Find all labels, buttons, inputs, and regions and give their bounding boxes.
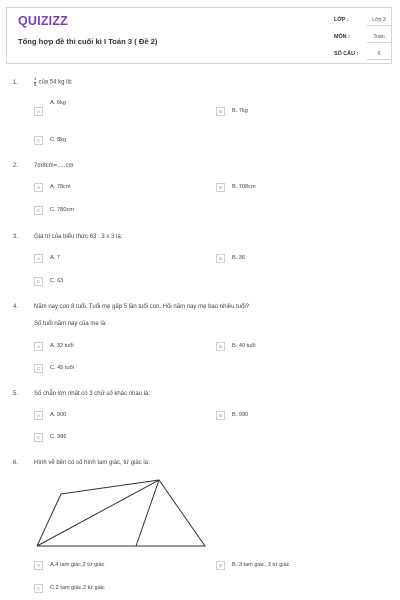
question-text: $\frac{1}{6}$ của 54 kg là:: [34, 76, 73, 87]
option-letter-box: A: [34, 561, 43, 570]
option-letter-box: B: [216, 561, 225, 570]
question-number: 4.: [13, 304, 19, 310]
question-text: Số chẵn lớn nhất có 3 chữ số khác nhau là:: [34, 391, 151, 397]
worksheet-title: Tổng hợp đề thi cuối kì I Toán 3 ( Đề 2): [18, 37, 158, 46]
option-text: B. 990: [232, 412, 249, 418]
question-count-label: SỐ CÂU :: [334, 51, 359, 57]
grade-value: Lớp 3: [367, 17, 391, 26]
grade-label: LỚP :: [334, 17, 349, 23]
option-letter-box: B: [216, 254, 225, 263]
option-letter-box: C: [34, 206, 43, 215]
option-letter-box: B: [216, 411, 225, 420]
option-letter-box: A: [34, 342, 43, 351]
option-text: C.2 tam giác,2 tứ giác: [50, 585, 105, 591]
option-text: C. 986: [50, 434, 67, 440]
question-number: 1.: [13, 80, 19, 86]
option-letter-box: A: [34, 107, 43, 116]
option-letter-box: C: [34, 364, 43, 373]
question-number: 3.: [13, 234, 19, 240]
option-letter-box: B: [216, 342, 225, 351]
question-count-value: 6: [367, 51, 391, 60]
fraction: $\frac{1}{6}$: [34, 76, 37, 87]
question-number: 2.: [13, 163, 19, 169]
option-text: B. 36: [232, 255, 246, 261]
option-letter-box: A: [34, 183, 43, 192]
outer-triangle: [37, 480, 205, 546]
question-subtext: Số tuổi năm nay của mẹ là:: [34, 321, 107, 327]
option-letter-box: B: [216, 183, 225, 192]
question-text: Năm nay con 8 tuổi. Tuổi mẹ gấp 5 lần tuổi con. Hỏi năm nay mẹ bao nhiêu tuổi?: [34, 304, 250, 310]
option-text: C. 45 tuổi: [50, 365, 74, 371]
top-edge: [61, 480, 159, 494]
option-text: C. 63: [50, 278, 64, 284]
option-text: A. 900: [50, 412, 67, 418]
option-letter-box: B: [216, 107, 225, 116]
option-letter-box: A: [34, 411, 43, 420]
quizizz-logo: QUIZIZZ: [18, 14, 69, 28]
option-text: B. 40 tuổi: [232, 343, 256, 349]
subject-label: MÔN :: [334, 34, 350, 40]
option-text: A. 32 tuổi: [50, 343, 74, 349]
option-text: A. 6kg: [50, 100, 66, 106]
question-number: 6.: [13, 460, 19, 466]
option-text: C. 8kg: [50, 137, 67, 143]
option-letter-box: C: [34, 136, 43, 145]
worksheet-header: [6, 7, 392, 64]
left-edge: [37, 494, 61, 546]
subject-value: Toán: [367, 34, 391, 43]
option-text: C. 780cm: [50, 207, 74, 213]
option-text: B. 3 tam giác, 3 tứ giác: [232, 562, 290, 568]
inner-line: [136, 480, 159, 546]
option-letter-box: C: [34, 433, 43, 442]
question-text: 7m8cm=.....cm: [34, 163, 74, 169]
option-text: A. 7: [50, 255, 60, 261]
option-text: A.4 tam giác,2 tứ giác: [50, 562, 105, 568]
option-text: A. 78cm: [50, 184, 71, 190]
option-text: B. 708cm: [232, 184, 256, 190]
option-letter-box: C: [34, 277, 43, 286]
option-text: B. 7kg: [232, 108, 248, 114]
question-text: Hình vẽ bên có số hình tam giác, tứ giác là:: [34, 460, 150, 466]
option-letter-box: C: [34, 584, 43, 593]
question-text: Giá trị của biểu thức 63 : 3 x 3 là:: [34, 234, 123, 240]
geometry-figure: [33, 476, 208, 551]
option-letter-box: A: [34, 254, 43, 263]
question-number: 5.: [13, 391, 19, 397]
